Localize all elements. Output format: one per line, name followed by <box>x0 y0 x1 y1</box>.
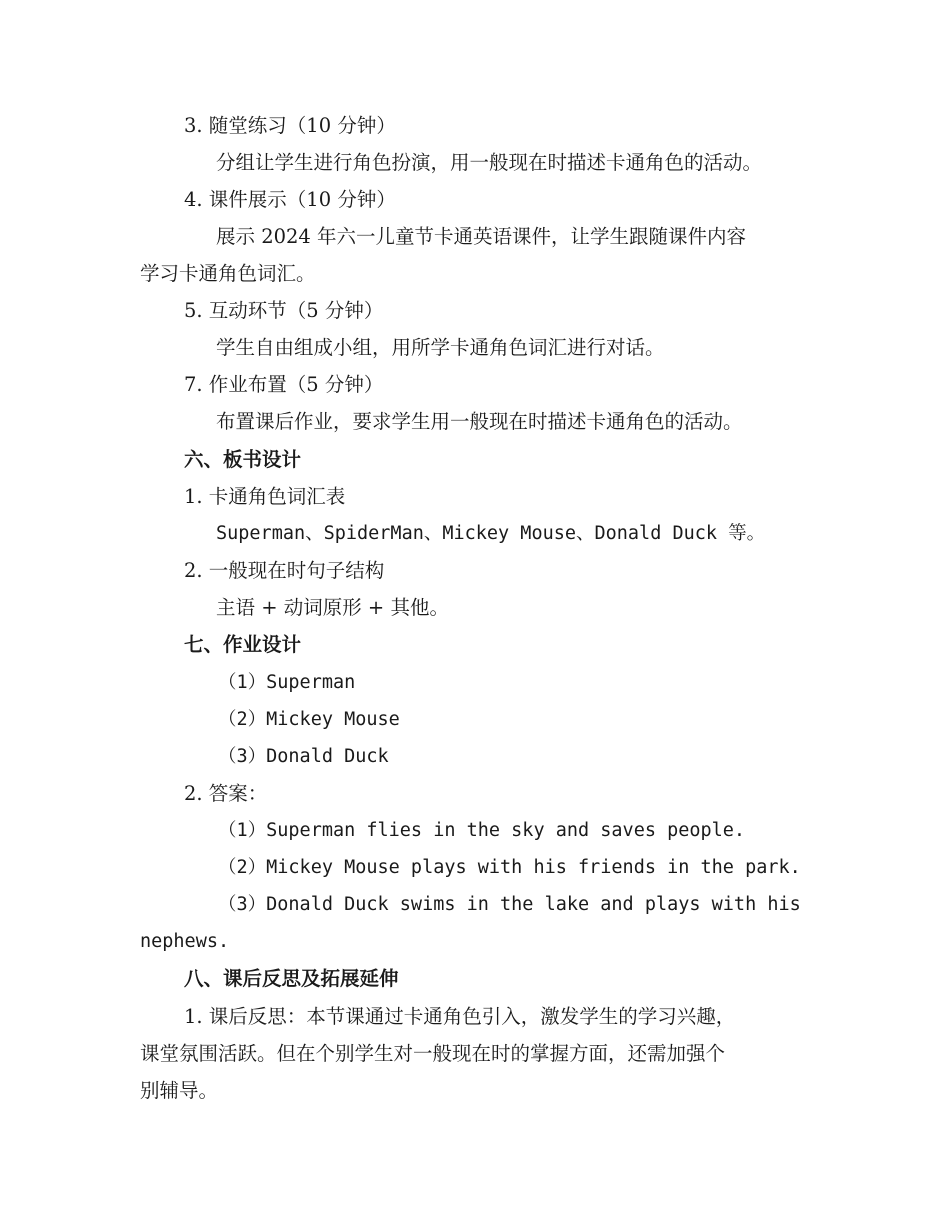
homework-item-2: （2）Mickey Mouse <box>218 709 400 730</box>
item-5-body: 学生自由组成小组，用所学卡通角色词汇进行对话。 <box>216 336 665 359</box>
item-3-title: 3. 随堂练习（10 分钟） <box>184 114 396 137</box>
item-4-title: 4. 课件展示（10 分钟） <box>184 188 396 211</box>
board-item-2-body: 主语 + 动词原形 + 其他。 <box>216 596 449 619</box>
board-item-1-title: 1. 卡通角色词汇表 <box>184 485 346 508</box>
board-item-1-body: Superman、SpiderMan、Mickey Mouse、Donald Duck 等。 <box>216 523 766 544</box>
reflection-line-2: 课堂氛围活跃。但在个别学生对一般现在时的掌握方面，还需加强个 <box>140 1042 726 1065</box>
answers-title: 2. 答案： <box>184 782 268 805</box>
item-5-title: 5. 互动环节（5 分钟） <box>184 299 384 322</box>
item-4-body-line-1: 展示 2024 年六一儿童节卡通英语课件，让学生跟随课件内容 <box>216 225 747 248</box>
reflection-line-1: 1. 课后反思：本节课通过卡通角色引入，激发学生的学习兴趣， <box>184 1005 736 1028</box>
homework-item-1: （1）Superman <box>218 672 356 693</box>
section-7-heading: 七、作业设计 <box>184 633 302 656</box>
item-4-body-line-2: 学习卡通角色词汇。 <box>140 262 316 285</box>
answer-3-line-1: （3）Donald Duck swims in the lake and plays with his <box>218 894 801 915</box>
reflection-line-3: 别辅导。 <box>140 1079 219 1102</box>
answer-1: （1）Superman flies in the sky and saves people. <box>218 820 746 841</box>
answer-2: （2）Mickey Mouse plays with his friends in the park. <box>218 857 801 878</box>
homework-item-3: （3）Donald Duck <box>218 746 389 767</box>
item-7-title: 7. 作业布置（5 分钟） <box>184 373 384 396</box>
item-7-body: 布置课后作业，要求学生用一般现在时描述卡通角色的活动。 <box>216 410 743 433</box>
board-item-2-title: 2. 一般现在时句子结构 <box>184 559 385 582</box>
item-3-body: 分组让学生进行角色扮演，用一般现在时描述卡通角色的活动。 <box>216 151 763 174</box>
section-6-heading: 六、板书设计 <box>184 448 302 471</box>
section-8-heading: 八、课后反思及拓展延伸 <box>184 967 399 990</box>
answer-3-line-2: nephews. <box>140 931 230 952</box>
